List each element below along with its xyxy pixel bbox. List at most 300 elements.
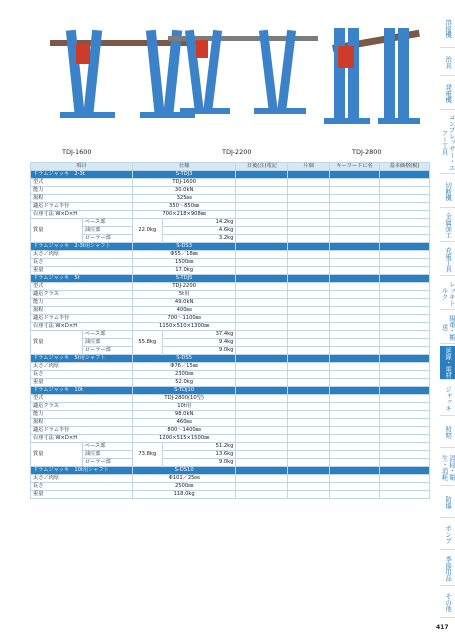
caption-tdj1600: TDJ-1600 [62,148,92,156]
spec-label: 型式 [31,395,133,403]
empty-cell [236,355,288,363]
empty-cell [380,451,430,459]
spec-row [31,379,430,387]
spec-label: 太さ／肉厚 [31,475,133,483]
section-title: ドラムジャッキ 2-3t [31,171,133,179]
section-title: ドラムジャッキ 5t用シャフト [31,355,133,363]
empty-cell [236,435,288,443]
spec-row [31,195,430,203]
empty-cell [236,347,288,355]
weight-part-value: 9.4kg [162,339,236,347]
header-c4: 基本価格(税) [380,163,430,171]
section-title: ドラムジャッキ 2-3t用シャフト [31,243,133,251]
empty-cell [330,387,380,395]
spec-label: 台座寸法 W×D×H [31,323,133,331]
empty-cell [380,467,430,475]
empty-cell [330,315,380,323]
empty-cell [380,179,430,187]
spec-label: 台座寸法 W×D×H [31,435,133,443]
spec-row [31,331,430,339]
spec-row [31,395,430,403]
empty-cell [236,291,288,299]
weight-part: ローラー部 [82,459,132,467]
sidebar-tab[interactable]: 発電機 [440,78,455,110]
empty-cell [288,355,330,363]
empty-cell [288,475,330,483]
empty-cell [330,299,380,307]
weight-part: ベース部 [82,331,132,339]
empty-cell [330,171,380,179]
empty-cell [236,251,288,259]
spec-value: TDJ-1600 [132,179,236,187]
jack-tdj2800-image [322,8,422,138]
empty-cell [330,267,380,275]
empty-cell [380,411,430,419]
spec-row [31,411,430,419]
empty-cell [330,411,380,419]
empty-cell [380,355,430,363]
weight-label: 質量 [31,331,83,355]
empty-cell [380,315,430,323]
weight-part-value: 37.4kg [162,331,236,339]
empty-cell [288,483,330,491]
empty-cell [236,283,288,291]
spec-label: 適応クラス [31,291,133,299]
section-code: S-TDJ10 [132,387,236,395]
empty-cell [288,339,330,347]
empty-cell [380,347,430,355]
empty-cell [380,435,430,443]
weight-part-value: 9.0kg [162,459,236,467]
empty-cell [330,235,380,243]
empty-cell [236,363,288,371]
weight-part-value: 14.2kg [162,219,236,227]
empty-cell [380,403,430,411]
spec-row [31,403,430,411]
empty-cell [288,179,330,187]
header-c1: 日後(注)電記 [236,163,288,171]
empty-cell [236,235,288,243]
spec-row [31,483,430,491]
spec-value: 17.0kg [132,267,236,275]
spec-label: 重量 [31,379,133,387]
empty-cell [236,275,288,283]
empty-cell [288,211,330,219]
spec-value: 700〜1100㎜ [132,315,236,323]
sidebar-tab[interactable]: 充電工具 [440,244,455,276]
empty-cell [330,451,380,459]
empty-cell [330,259,380,267]
empty-cell [288,379,330,387]
empty-cell [236,243,288,251]
empty-cell [288,195,330,203]
empty-cell [236,443,288,451]
empty-cell [288,171,330,179]
spec-header-row [31,163,430,171]
empty-cell [380,419,430,427]
empty-cell [380,387,430,395]
sidebar-tab[interactable]: ジャッキ [440,382,455,416]
product-photos [40,0,430,160]
empty-cell [236,491,288,499]
empty-cell [288,371,330,379]
spec-label: 台座寸法 W×D×H [31,211,133,219]
empty-cell [330,435,380,443]
empty-cell [380,491,430,499]
section-code: S-TDJ5 [132,275,236,283]
spec-row [31,203,430,211]
spec-value: TDJ-2800(10型) [132,395,236,403]
empty-cell [288,227,330,235]
weight-part: 油圧部 [82,339,132,347]
spec-row [31,315,430,323]
empty-cell [288,443,330,451]
empty-cell [330,363,380,371]
spec-row [31,299,430,307]
empty-cell [288,259,330,267]
empty-cell [330,491,380,499]
empty-cell [330,355,380,363]
empty-cell [288,283,330,291]
empty-cell [330,379,380,387]
empty-cell [236,331,288,339]
weight-total: 55.8kg [132,331,162,355]
spec-value: 1200×515×1500㎜ [132,435,236,443]
sidebar-tab[interactable]: レッキトルク [440,278,455,310]
empty-cell [236,323,288,331]
spec-value: 52.0kg [132,379,236,387]
empty-cell [236,371,288,379]
empty-cell [330,483,380,491]
section-row [31,467,430,475]
empty-cell [380,371,430,379]
spec-label: 適応ドラム半径 [31,427,133,435]
empty-cell [288,419,330,427]
empty-cell [380,443,430,451]
empty-cell [380,251,430,259]
empty-cell [380,259,430,267]
empty-cell [288,307,330,315]
empty-cell [288,331,330,339]
spec-row [31,283,430,291]
empty-cell [236,315,288,323]
category-sidebar [440,10,455,615]
spec-row [31,347,430,355]
spec-label: 適応クラス [31,403,133,411]
section-code: S-TDJ3 [132,171,236,179]
empty-cell [380,427,430,435]
caption-tdj2200: TDJ-2200 [222,148,252,156]
spec-value: 460㎜ [132,419,236,427]
empty-cell [380,291,430,299]
spec-row [31,339,430,347]
spec-label: 適応ドラム半径 [31,203,133,211]
spec-label: 型式 [31,179,133,187]
empty-cell [330,283,380,291]
empty-cell [288,387,330,395]
section-row [31,355,430,363]
section-title: ドラムジャッキ 10t [31,387,133,395]
spec-table [30,162,430,499]
section-row [31,243,430,251]
spec-row [31,227,430,235]
empty-cell [380,187,430,195]
empty-cell [288,315,330,323]
weight-part: ベース部 [82,219,132,227]
empty-cell [288,219,330,227]
jack-tdj2200-image [168,22,318,132]
spec-row [31,259,430,267]
empty-cell [236,379,288,387]
spec-row [31,235,430,243]
empty-cell [236,411,288,419]
spec-value: Φ55／18㎜ [132,251,236,259]
empty-cell [288,323,330,331]
empty-cell [236,403,288,411]
empty-cell [380,307,430,315]
empty-cell [380,275,430,283]
empty-cell [288,291,330,299]
weight-part: 油圧部 [82,227,132,235]
spec-value: 2300㎜ [132,371,236,379]
empty-cell [236,227,288,235]
empty-cell [330,187,380,195]
sidebar-tab[interactable]: 清掃・衛生・消耗 [440,450,455,486]
empty-cell [236,187,288,195]
spec-label: 長さ [31,371,133,379]
weight-part-value: 51.2kg [162,443,236,451]
empty-cell [288,347,330,355]
empty-cell [380,379,430,387]
empty-cell [330,195,380,203]
empty-cell [236,387,288,395]
empty-cell [380,299,430,307]
empty-cell [288,459,330,467]
spec-row [31,427,430,435]
spec-value: 1500㎜ [132,259,236,267]
weight-label: 質量 [31,219,83,243]
empty-cell [380,227,430,235]
empty-cell [236,171,288,179]
weight-part: ベース部 [82,443,132,451]
empty-cell [380,331,430,339]
spec-value: 2500㎜ [132,483,236,491]
empty-cell [236,179,288,187]
spec-value: 400㎜ [132,307,236,315]
empty-cell [288,187,330,195]
section-row [31,387,430,395]
section-code: S-DS5 [132,355,236,363]
spec-label: 重量 [31,491,133,499]
empty-cell [380,243,430,251]
empty-cell [330,275,380,283]
spec-label: 太さ／肉厚 [31,363,133,371]
header-c2: 片個 [288,163,330,171]
spec-value: 49.0kN [132,299,236,307]
empty-cell [380,483,430,491]
empty-cell [330,427,380,435]
empty-cell [288,251,330,259]
spec-row [31,371,430,379]
empty-cell [380,283,430,291]
empty-cell [288,203,330,211]
spec-value: 10t用 [132,403,236,411]
spec-value: 30.0kN [132,187,236,195]
empty-cell [236,339,288,347]
empty-cell [236,267,288,275]
empty-cell [288,395,330,403]
spec-row [31,179,430,187]
empty-cell [236,203,288,211]
caption-tdj2800: TDJ-2800 [352,148,382,156]
empty-cell [288,403,330,411]
spec-label: 長さ [31,259,133,267]
section-title: ドラムジャッキ 5t [31,275,133,283]
spec-row [31,251,430,259]
spec-row [31,451,430,459]
spec-label: 型式 [31,283,133,291]
empty-cell [236,307,288,315]
empty-cell [236,259,288,267]
empty-cell [288,467,330,475]
empty-cell [330,227,380,235]
empty-cell [236,451,288,459]
spec-row [31,307,430,315]
empty-cell [330,219,380,227]
empty-cell [330,459,380,467]
empty-cell [288,235,330,243]
weight-total: 73.8kg [132,443,162,467]
spec-value: 800〜1400㎜ [132,427,236,435]
empty-cell [330,475,380,483]
weight-part-value: 9.0kg [162,347,236,355]
empty-cell [288,427,330,435]
sidebar-tab[interactable]: 揚重・搬送 [440,312,455,344]
empty-cell [380,395,430,403]
spec-row [31,211,430,219]
spec-label: 重量 [31,267,133,275]
empty-cell [288,299,330,307]
sidebar-tab[interactable]: コンプレッサー・エアー工具 [440,112,455,174]
empty-cell [330,443,380,451]
section-row [31,275,430,283]
section-code: S-DS10 [132,467,236,475]
page-number: 417 [436,624,449,631]
empty-cell [236,475,288,483]
spec-row [31,435,430,443]
empty-cell [236,299,288,307]
empty-cell [330,403,380,411]
empty-cell [236,419,288,427]
empty-cell [330,347,380,355]
spec-row [31,323,430,331]
sidebar-tab[interactable]: 金属加工 [440,210,455,242]
empty-cell [236,219,288,227]
empty-cell [236,427,288,435]
spec-value: 118.0kg [132,491,236,499]
weight-part: ローラー部 [82,235,132,243]
empty-cell [380,475,430,483]
spec-label: 長さ [31,483,133,491]
spec-label: 揚程 [31,195,133,203]
spec-value: 325㎜ [132,195,236,203]
weight-part: 油圧部 [82,451,132,459]
weight-label: 質量 [31,443,83,467]
spec-label: 揚程 [31,307,133,315]
spec-row [31,475,430,483]
spec-value: 700×218×908㎜ [132,211,236,219]
section-code: S-DS3 [132,243,236,251]
empty-cell [380,195,430,203]
empty-cell [330,395,380,403]
empty-cell [380,219,430,227]
empty-cell [330,179,380,187]
spec-row [31,459,430,467]
spec-row [31,363,430,371]
spec-label: 能力 [31,299,133,307]
sidebar-tab[interactable]: 治具 [440,50,455,76]
spec-label: 太さ／肉厚 [31,251,133,259]
empty-cell [236,467,288,475]
sidebar-tab[interactable]: 照明 [440,418,455,448]
empty-cell [380,267,430,275]
spec-row [31,291,430,299]
empty-cell [288,451,330,459]
spec-value: TDJ-2200 [132,283,236,291]
sidebar-tab[interactable]: 季節用品 [440,552,455,586]
spec-label: 能力 [31,187,133,195]
weight-part-value: 13.6kg [162,451,236,459]
empty-cell [380,459,430,467]
spec-label: 能力 [31,411,133,419]
sidebar-tab[interactable]: 溶接機 [440,10,455,48]
empty-cell [236,459,288,467]
empty-cell [330,251,380,259]
sidebar-tab[interactable]: 防爆 [440,488,455,518]
empty-cell [288,435,330,443]
empty-cell [288,275,330,283]
empty-cell [330,307,380,315]
spec-value: 1150×510×1300㎜ [132,323,236,331]
spec-row [31,187,430,195]
empty-cell [380,211,430,219]
sidebar-tab[interactable]: 切断機 [440,176,455,208]
empty-cell [330,243,380,251]
spec-row [31,267,430,275]
header-c3: キーワードに名 [330,163,380,171]
sidebar-tab[interactable]: ポンプ [440,520,455,550]
empty-cell [236,195,288,203]
spec-row [31,443,430,451]
empty-cell [236,483,288,491]
spec-value: Φ76／15㎜ [132,363,236,371]
sidebar-tab[interactable]: 延線・電材 [440,346,455,380]
empty-cell [330,371,380,379]
empty-cell [236,211,288,219]
empty-cell [330,467,380,475]
weight-part: ローラー部 [82,347,132,355]
empty-cell [236,395,288,403]
empty-cell [330,419,380,427]
spec-value: Φ101／25㎜ [132,475,236,483]
empty-cell [380,171,430,179]
weight-part-value: 4.6kg [162,227,236,235]
spec-value: 350〜850㎜ [132,203,236,211]
sidebar-tab[interactable]: その他 [440,588,455,618]
empty-cell [330,339,380,347]
spec-label: 揚程 [31,419,133,427]
spec-row [31,491,430,499]
